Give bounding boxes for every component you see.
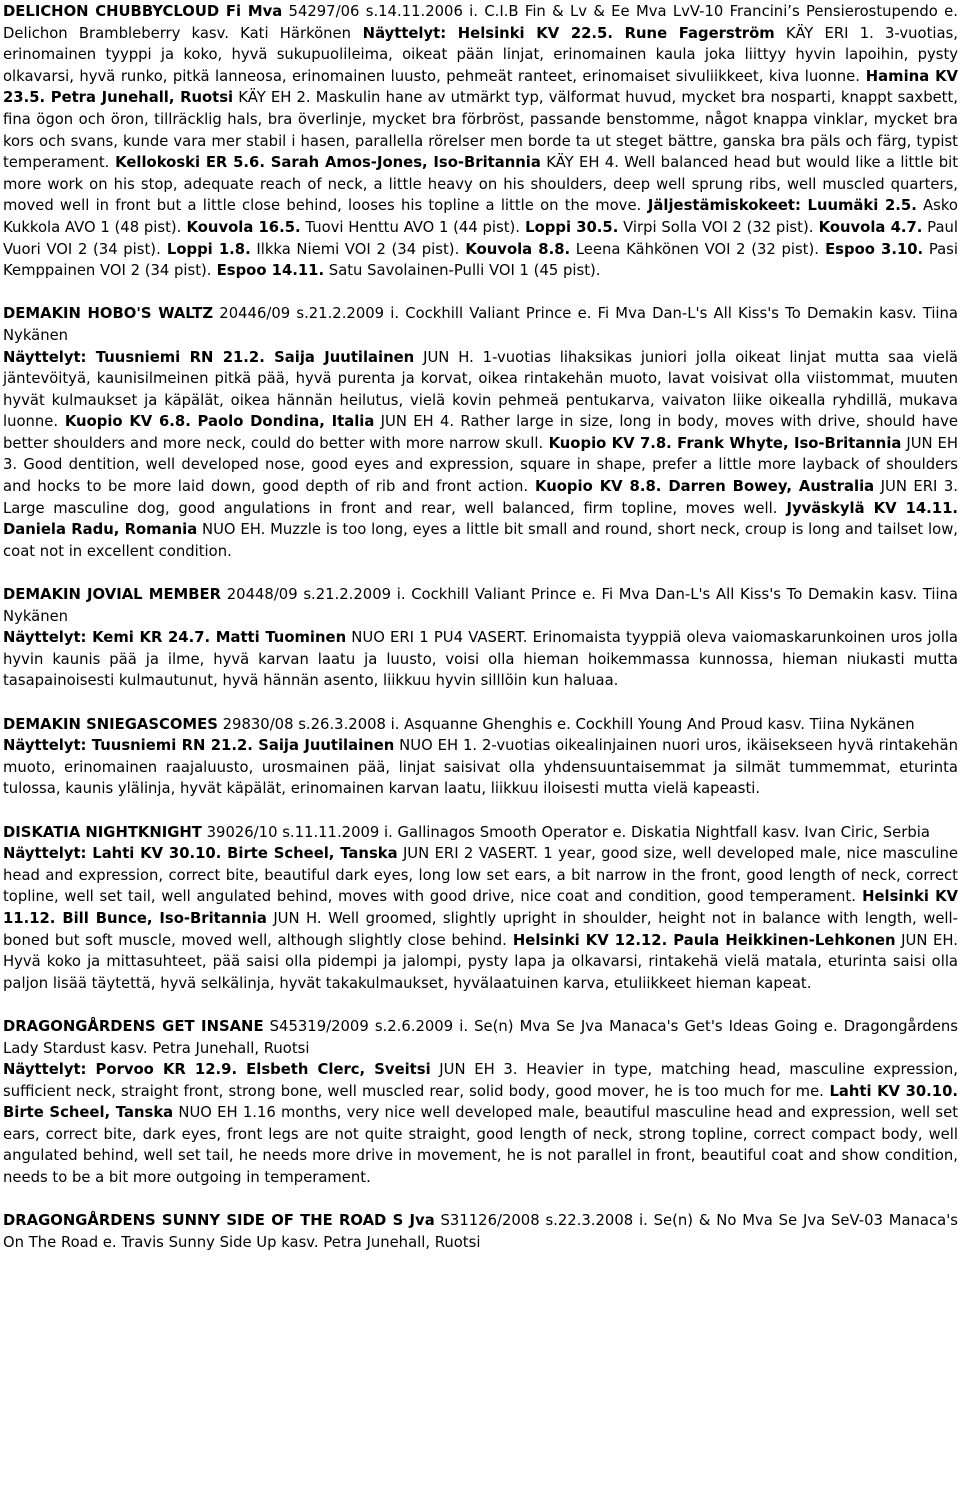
dog-details: 20448/09 s.21.2.2009 i. Cockhill Valiant Prince e. Fi Mva Dan-L's All Kiss's To Demakin kasv. Tiina Nykänen bbox=[3, 586, 959, 625]
dog-name: DEMAKIN JOVIAL MEMBER bbox=[3, 586, 222, 604]
dog-name: DRAGONGÅRDENS GET INSANE bbox=[3, 1017, 264, 1035]
dog-name: DEMAKIN SNIEGASCOMES bbox=[3, 715, 218, 733]
show-judge: Näyttelyt: Kemi KR 24.7. Matti Tuominen bbox=[3, 629, 347, 647]
entry-dragongardens-get-insane bbox=[3, 1016, 958, 1189]
critique: NUO EH 1. 2-vuotias oikealinjainen nuori uros, ikäisekseen hyvä rintakehän muoto, erinomainen raajaluusto, urosmainen pää, linjat saisivat olla yhdensuuntaisemmat ja silmät tummemmat, eturinta tulossa, kaunis ylälinja, hyvät käpälät, erinomainen karvan laatu, liikkuu iloisesti mutta vielä kapeasti. bbox=[3, 737, 958, 798]
trial-result: Asko Kukkola AVO 1 (48 pist). bbox=[3, 197, 958, 236]
critique: KÄY EH 2. Maskulin hane av utmärkt typ, välformat huvud, mycket bra nosparti, knappt saxbett, fina ögon och öron, tillräcklig hals, bra överlinje, mycket bra förbröst, passande benstomme, något knappa vinklar, mycket bra kors och svans, kunde vara mer stabil i hasen, parallella rörelser men borde ta ut steget bättre, ganska bra päls och färg, typist temperament. bbox=[3, 89, 958, 172]
trial-result: Pasi Kemppainen VOI 2 (34 pist). bbox=[3, 240, 958, 280]
entry-demakin-jovial-member bbox=[3, 584, 958, 692]
dog-details: 29830/08 s.26.3.2008 i. Asquanne Ghenghis e. Cockhill Young And Proud kasv. Tiina Nykänen bbox=[217, 715, 915, 733]
critique: JUN EH. Hyvä koko ja mittasuhteet, pää saisi olla pidempi ja jalompi, pysty lapa ja olkavarsi, rintakehä vielä matala, eturinta saisi olla paljon lisää täytettä, hyvä selkälinja, hyvät takakulmaukset, hyvälaatuinen karva, etuliikkeet hieman kapeat. bbox=[3, 931, 958, 992]
entry-text bbox=[3, 1, 958, 282]
entry-text bbox=[3, 1210, 958, 1253]
show-judge: Kuopio KV 6.8. Paolo Dondina, Italia bbox=[58, 413, 375, 431]
show-judge: Näyttelyt: Helsinki KV 22.5. Rune Fagerström bbox=[351, 24, 775, 42]
trial-result: Leena Kähkönen VOI 2 (32 pist). bbox=[570, 240, 819, 258]
dog-name: DEMAKIN HOBO'S WALTZ bbox=[3, 305, 214, 323]
critique: KÄY ERI 1. 3-vuotias, erinomainen tyyppi ja koko, hyvä sukupuolileima, oikeat pään linjat, erinomainen kaula joka liittyy hyvin lapoihin, pysty olkavarsi, hyvä runko, pitkä lanneosa, erinomainen luusto, pehmeät ranteet, erinomaiset sivuliikkeet, kiva luonne. bbox=[3, 24, 958, 85]
trial-place: Espoo 14.11. bbox=[211, 262, 325, 280]
trial-place: Kouvola 4.7. bbox=[813, 218, 923, 236]
dog-details: S45319/2009 s.2.6.2009 i. Se(n) Mva Se Jva Manaca's Get's Ideas Going e. Dragongårdens Lady Stardust kasv. Petra Junehall, Ruotsi bbox=[3, 1017, 959, 1057]
entry-text bbox=[3, 714, 958, 800]
dog-name: DELICHON CHUBBYCLOUD Fi Mva bbox=[3, 3, 283, 20]
tracking-trial-header: Jäljestämiskokeet: Luumäki 2.5. bbox=[641, 197, 917, 215]
entry-text bbox=[3, 584, 958, 692]
show-judge: Jyväskylä KV 14.11. Daniela Radu, Romania bbox=[3, 499, 958, 539]
trial-place: Loppi 1.8. bbox=[160, 240, 251, 258]
show-judge: Näyttelyt: Tuusniemi RN 21.2. Saija Juutilainen bbox=[3, 348, 415, 366]
show-judge: Kuopio KV 8.8. Darren Bowey, Australia bbox=[528, 478, 875, 496]
show-judge: Helsinki KV 12.12. Paula Heikkinen-Lehkonen bbox=[506, 931, 896, 949]
trial-result: Tuovi Henttu AVO 1 (44 pist). bbox=[300, 218, 520, 236]
entry-delichon-chubbycloud bbox=[3, 1, 958, 282]
trial-result: Satu Savolainen-Pulli VOI 1 (45 pist). bbox=[324, 262, 601, 280]
show-judge: Helsinki KV 11.12. Bill Bunce, Iso-Britannia bbox=[3, 888, 958, 927]
trial-result: Virpi Solla VOI 2 (32 pist). bbox=[618, 218, 814, 236]
entry-text bbox=[3, 303, 958, 562]
dog-name: DRAGONGÅRDENS SUNNY SIDE OF THE ROAD S Jva bbox=[3, 1212, 435, 1230]
show-judge: Näyttelyt: Porvoo KR 12.9. Elsbeth Clerc, Sveitsi bbox=[3, 1061, 431, 1079]
trial-place: Loppi 30.5. bbox=[519, 218, 619, 236]
entry-demakin-hobos-waltz bbox=[3, 303, 958, 562]
critique: KÄY EH 4. Well balanced head but would like a little bit more work on his stop, adequate reach of neck, a little heavy on his shoulders, deep well sprung ribs, well muscled quarters, moved well in front but a little close behind, looses his topline a little on the move. bbox=[3, 154, 959, 215]
trial-result: Paul Vuori VOI 2 (34 pist). bbox=[3, 218, 958, 258]
entry-text bbox=[3, 1016, 958, 1189]
entry-demakin-sniegascomes bbox=[3, 714, 958, 800]
critique: NUO EH 1.16 months, very nice well developed male, beautiful masculine head and expression, well set ears, correct bite, dark eyes, front legs are not quite straight, good length of neck, strong topline, correct compact body, well angulated behind, well set tail, he needs more drive in movement, he is not parallel in front, beautiful coat and show condition, needs to be a bit more outgoing in temperament. bbox=[3, 1104, 958, 1187]
show-judge: Kellokoski ER 5.6. Sarah Amos-Jones, Iso-Britannia bbox=[109, 154, 541, 172]
critique: JUN EH 3. Heavier in type, matching head, masculine expression, sufficient neck, straight front, strong bone, well muscled rear, solid body, good mover, he is too much for me. bbox=[3, 1061, 958, 1100]
dog-details: 54297/06 s.14.11.2006 i. C.I.B Fin & Lv & Ee Mva LvV-10 Francini’s Pensierostupendo e. Delichon Brambleberry kasv. Kati Härkönen bbox=[3, 3, 958, 42]
trial-place: Kouvola 8.8. bbox=[459, 240, 571, 258]
critique: NUO ERI 1 PU4 VASERT. Erinomaista tyyppiä oleva vaiomaskarunkoinen uros jolla hyvin kaunis pää ja ilme, hyvä karvan laatu ja luusto, voisi olla hieman hoikemmassa kunnossa, hieman niukasti mutta tasapainoisesti kulmautunut, hyvä hännän asento, liikkuu hyvin silllöin kun haluaa. bbox=[3, 629, 958, 690]
critique: JUN EH 3. Good dentition, well developed nose, good eyes and expression, square in shape, prefer a little more layback of shoulders and hocks to be more laid down, good depth of rib and front action. bbox=[3, 434, 958, 496]
critique: JUN EH 4. Rather large in size, long in body, moves with drive, should have better shoulders and more neck, could do better with more narrow skull. bbox=[3, 413, 958, 452]
trial-result: Ilkka Niemi VOI 2 (34 pist). bbox=[250, 240, 460, 258]
show-judge: Hamina KV 23.5. Petra Junehall, Ruotsi bbox=[3, 67, 958, 107]
critique: JUN H. 1-vuotias lihaksikas juniori jolla oikeat linjat mutta saa vielä jäntevöityä, kaunisilmeinen pitkä pää, hyvä purenta ja korvat, oikea rintakehän muoto, lavat voisivat olla viistommat, muuten hyvät kulmaukset ja käpälät, oikea hännän heilutus, vielä kovin pehmeä pentukarva, vaivaton liike oikealla ryhdillä, mukava luonne. bbox=[3, 348, 958, 431]
dog-details: 39026/10 s.11.11.2009 i. Gallinagos Smooth Operator e. Diskatia Nightfall kasv. Ivan Ciric, Serbia bbox=[201, 823, 930, 841]
dog-details: S31126/2008 s.22.3.2008 i. Se(n) & No Mva Se Jva SeV-03 Manaca's On The Road e. Travis Sunny Side Up kasv. Petra Junehall, Ruotsi bbox=[3, 1212, 958, 1251]
dog-details: 20446/09 s.21.2.2009 i. Cockhill Valiant Prince e. Fi Mva Dan-L's All Kiss's To Demakin kasv. Tiina Nykänen bbox=[3, 305, 958, 344]
entry-dragongardens-sunny-side bbox=[3, 1210, 958, 1253]
trial-place: Kouvola 16.5. bbox=[181, 218, 301, 236]
critique: JUN H. Well groomed, slightly upright in shoulder, height not in balance with length, well-boned but soft muscle, moved well, although slightly close behind. bbox=[3, 909, 958, 949]
trial-place: Espoo 3.10. bbox=[818, 240, 924, 258]
show-judge: Näyttelyt: Lahti KV 30.10. Birte Scheel, Tanska bbox=[3, 845, 398, 863]
show-judge: Näyttelyt: Tuusniemi RN 21.2. Saija Juutilainen bbox=[3, 737, 395, 755]
dog-name: DISKATIA NIGHTKNIGHT bbox=[3, 823, 202, 841]
entry-text bbox=[3, 822, 958, 995]
critique: NUO EH. Muzzle is too long, eyes a little bit small and round, short neck, croup is long and tailset low, coat not in excellent condition. bbox=[3, 521, 958, 560]
critique: JUN ERI 2 VASERT. 1 year, good size, well developed male, nice masculine head and expression, correct bite, beautiful dark eyes, long low set ears, a bit narrow in the front, good length of neck, correct topline, well set tail, well angulated behind, moves with good drive, nice coat and condition, good temperament. bbox=[3, 845, 958, 906]
show-judge: Lahti KV 30.10. Birte Scheel, Tanska bbox=[3, 1082, 958, 1122]
critique: JUN ERI 3. Large masculine dog, good angulations in front and rear, well balanced, firm topline, moves well. bbox=[3, 478, 959, 517]
entry-diskatia-nightknight bbox=[3, 822, 958, 995]
show-judge: Kuopio KV 7.8. Frank Whyte, Iso-Britannia bbox=[543, 434, 902, 452]
